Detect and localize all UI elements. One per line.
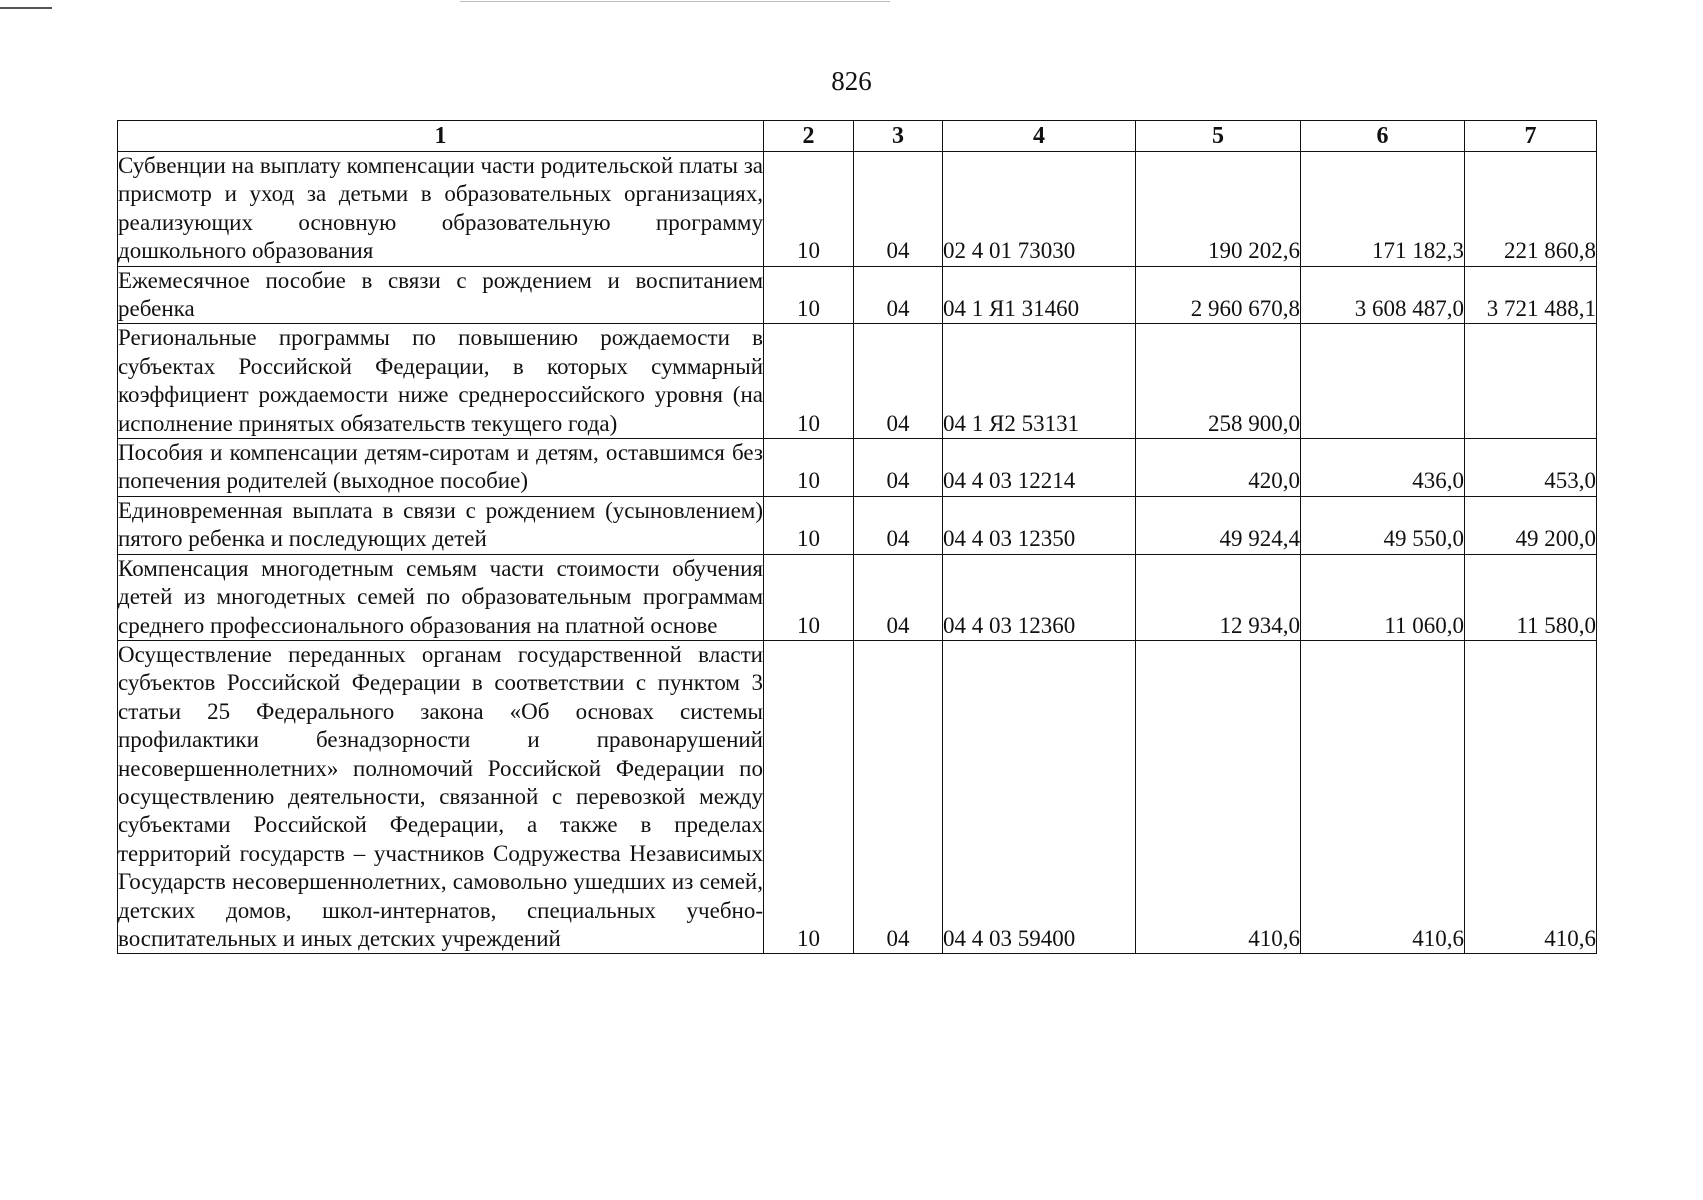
row-description: Субвенции на выплату компенсации части родительской платы за присмотр и уход за детьми в образовательных организациях, реализующих основную образовательную программу дошкольного образования <box>118 152 764 267</box>
table-row <box>118 554 1597 640</box>
table-row <box>118 640 1597 953</box>
table-row <box>118 152 1597 267</box>
row-description: Компенсация многодетным семьям части стоимости обучения детей из многодетных семей по образовательным программам среднего профессионального образования на платной основе <box>118 554 764 640</box>
section-code: 10 <box>764 152 854 267</box>
row-description: Ежемесячное пособие в связи с рождением и воспитанием ребенка <box>118 266 764 324</box>
column-header: 5 <box>1136 121 1301 152</box>
target-article-code: 02 4 01 73030 <box>943 152 1136 267</box>
target-article-code: 04 1 Я2 53131 <box>943 324 1136 439</box>
amount-col5: 258 900,0 <box>1136 324 1301 439</box>
amount-col6: 436,0 <box>1301 439 1465 497</box>
table-row <box>118 324 1597 439</box>
column-header: 1 <box>118 121 764 152</box>
table-row <box>118 439 1597 497</box>
subsection-code: 04 <box>854 554 943 640</box>
table-row <box>118 266 1597 324</box>
amount-col7: 3 721 488,1 <box>1465 266 1597 324</box>
amount-col6: 11 060,0 <box>1301 554 1465 640</box>
scan-artifact-line <box>460 1 890 2</box>
column-header: 2 <box>764 121 854 152</box>
section-code: 10 <box>764 554 854 640</box>
section-code: 10 <box>764 496 854 554</box>
section-code: 10 <box>764 324 854 439</box>
subsection-code: 04 <box>854 324 943 439</box>
target-article-code: 04 1 Я1 31460 <box>943 266 1136 324</box>
budget-table <box>117 120 1597 954</box>
subsection-code: 04 <box>854 496 943 554</box>
amount-col7: 410,6 <box>1465 640 1597 953</box>
amount-col7: 453,0 <box>1465 439 1597 497</box>
amount-col7: 11 580,0 <box>1465 554 1597 640</box>
row-description: Осуществление переданных органам государственной власти субъектов Российской Федерации в соответствии с пунктом 3 статьи 25 Федерального закона «Об основах системы профилактики безнадзорности и правонарушений несовершеннолетних» полномочий Российской Федерации по осуществлению деятельности, связанной с перевозкой между субъектами Российской Федерации, а также в пределах территорий государств – участников Содружества Независимых Государств несовершеннолетних, самовольно ушедших из семей, детских домов, школ-интернатов, специальных учебно-воспитательных и иных детских учреждений <box>118 640 764 953</box>
subsection-code: 04 <box>854 152 943 267</box>
table-row <box>118 496 1597 554</box>
amount-col6: 410,6 <box>1301 640 1465 953</box>
header-row <box>118 121 1597 152</box>
target-article-code: 04 4 03 59400 <box>943 640 1136 953</box>
subsection-code: 04 <box>854 266 943 324</box>
section-code: 10 <box>764 640 854 953</box>
amount-col7: 221 860,8 <box>1465 152 1597 267</box>
amount-col6 <box>1301 324 1465 439</box>
subsection-code: 04 <box>854 439 943 497</box>
column-header: 3 <box>854 121 943 152</box>
amount-col5: 2 960 670,8 <box>1136 266 1301 324</box>
target-article-code: 04 4 03 12350 <box>943 496 1136 554</box>
amount-col5: 190 202,6 <box>1136 152 1301 267</box>
amount-col5: 420,0 <box>1136 439 1301 497</box>
section-code: 10 <box>764 439 854 497</box>
target-article-code: 04 4 03 12360 <box>943 554 1136 640</box>
section-code: 10 <box>764 266 854 324</box>
row-description: Пособия и компенсации детям-сиротам и детям, оставшимся без попечения родителей (выходное пособие) <box>118 439 764 497</box>
amount-col7: 49 200,0 <box>1465 496 1597 554</box>
row-description: Региональные программы по повышению рождаемости в субъектах Российской Федерации, в которых суммарный коэффициент рождаемости ниже среднероссийского уровня (на исполнение принятых обязательств текущего года) <box>118 324 764 439</box>
amount-col7 <box>1465 324 1597 439</box>
column-header: 7 <box>1465 121 1597 152</box>
target-article-code: 04 4 03 12214 <box>943 439 1136 497</box>
amount-col5: 410,6 <box>1136 640 1301 953</box>
amount-col6: 49 550,0 <box>1301 496 1465 554</box>
row-description: Единовременная выплата в связи с рождением (усыновлением) пятого ребенка и последующих детей <box>118 496 764 554</box>
amount-col6: 171 182,3 <box>1301 152 1465 267</box>
amount-col5: 12 934,0 <box>1136 554 1301 640</box>
amount-col6: 3 608 487,0 <box>1301 266 1465 324</box>
column-header: 4 <box>943 121 1136 152</box>
subsection-code: 04 <box>854 640 943 953</box>
column-header: 6 <box>1301 121 1465 152</box>
amount-col5: 49 924,4 <box>1136 496 1301 554</box>
page-number: 826 <box>831 66 872 96</box>
scan-artifact-line <box>0 7 52 9</box>
